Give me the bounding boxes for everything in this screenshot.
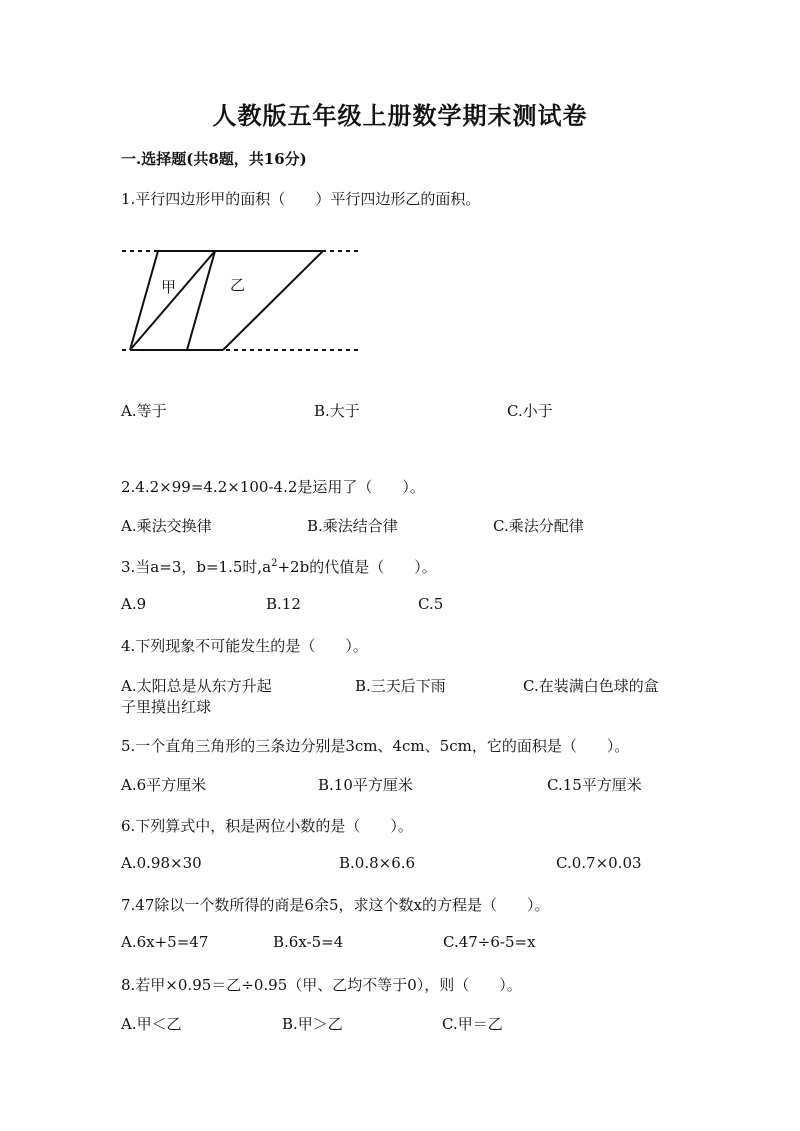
q4-option-c: C.在装满白色球的盒 [523,677,659,695]
question-4-text: 4.下列现象不可能发生的是（ ）。 [121,637,368,655]
q3-option-a: A.9 [121,595,147,613]
parallelogram-figure [118,240,368,360]
q5-option-c: C.15平方厘米 [547,776,642,794]
q4-option-b: B.三天后下雨 [355,677,446,695]
q4-option-c-continuation: 子里摸出红球 [121,698,212,716]
question-2-text: 2.4.2×99=4.2×100-4.2是运用了（ ）。 [121,478,425,496]
q4-option-a: A.太阳总是从东方升起 [121,677,272,695]
q2-option-b: B.乘法结合律 [307,517,398,535]
question-5-text: 5.一个直角三角形的三条边分别是3cm、4cm、5cm，它的面积是（ ）。 [121,737,630,755]
q3-exponent: 2 [271,558,278,569]
question-1-text: 1.平行四边形甲的面积（ ）平行四边形乙的面积。 [121,190,481,208]
page-title: 人教版五年级上册数学期末测试卷 [212,101,588,130]
q6-option-c: C.0.7×0.03 [556,854,642,872]
q3-option-c: C.5 [418,595,444,613]
figure-label-b: 乙 [230,276,246,294]
question-6-text: 6.下列算式中，积是两位小数的是（ ）。 [121,817,413,835]
q1-option-c: C.小于 [507,402,553,420]
figure-label-a: 甲 [161,278,177,296]
q5-option-a: A.6平方厘米 [121,776,207,794]
q3-option-b: B.12 [266,595,301,613]
q8-option-b: B.甲＞乙 [282,1015,343,1033]
q8-option-c: C.甲＝乙 [442,1015,503,1033]
section-heading: 一.选择题(共8题，共16分) [121,150,307,168]
q1-option-a: A.等于 [121,402,167,420]
q7-option-b: B.6x-5=4 [273,933,344,951]
question-3-text [121,556,437,577]
question-8-text: 8.若甲×0.95＝乙÷0.95（甲、乙均不等于0），则（ ）。 [121,976,522,994]
q7-option-a: A.6x+5=47 [121,933,209,951]
q2-option-a: A.乘法交换律 [121,517,212,535]
q8-option-a: A.甲＜乙 [121,1015,182,1033]
q7-option-c: C.47÷6-5=x [443,933,536,951]
q3-text-post: +2b的代值是（ ）。 [277,558,437,576]
parallelogram-diagonal [130,251,215,350]
q1-option-b: B.大于 [314,402,360,420]
parallelogram-b-right-edge [223,251,323,350]
q6-option-a: A.0.98×30 [121,854,202,872]
q5-option-b: B.10平方厘米 [318,776,413,794]
q6-option-b: B.0.8×6.6 [339,854,416,872]
question-7-text: 7.47除以一个数所得的商是6余5，求这个数x的方程是（ ）。 [121,896,550,914]
q3-text-pre: 3.当a=3，b=1.5时,a [121,558,272,576]
q2-option-c: C.乘法分配律 [493,517,584,535]
